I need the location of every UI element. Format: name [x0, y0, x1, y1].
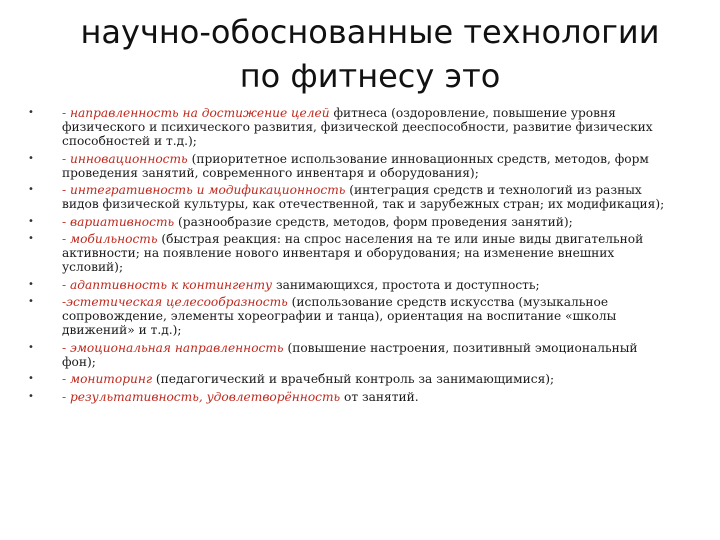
bullet-icon: •	[28, 233, 34, 244]
title-line-1: научно-обоснованные технологии	[80, 13, 660, 51]
item-description: (повышение настроения, позитивный эмоциональный фон);	[62, 340, 638, 369]
bullet-icon: •	[28, 278, 34, 290]
item-description: (быстрая реакция: на спрос населения на те или иные виды двигательной активности; на появление нового инвентаря и оборудования; на изменение внешних условий);	[62, 232, 644, 274]
list-item	[28, 372, 668, 386]
item-description: (разнообразие средств, методов, форм проведения занятий);	[174, 214, 573, 229]
item-term: - результативность, удовлетворённость	[62, 389, 341, 404]
bullet-icon: •	[28, 390, 34, 402]
item-description: (интеграция средств и технологий из разных видов физической культуры, как отечественной, так и зарубежных стран; их модификация);	[62, 183, 665, 211]
list-item	[28, 183, 668, 211]
item-description: занимающихся, простота и доступность;	[272, 277, 540, 292]
item-text	[62, 152, 668, 180]
list-item	[28, 152, 668, 180]
item-term: - мониторинг	[62, 372, 153, 386]
list-item	[28, 341, 668, 369]
bullet-icon: •	[28, 184, 34, 195]
item-term: - адаптивность к контингенту	[62, 277, 273, 292]
slide-title	[40, 10, 700, 98]
bullet-icon: •	[28, 107, 34, 118]
item-text	[62, 341, 668, 369]
item-text	[62, 215, 668, 229]
list-item	[28, 390, 668, 404]
item-description: от занятий.	[340, 389, 419, 404]
bullet-icon: •	[28, 152, 34, 164]
item-text	[62, 372, 668, 386]
list-item	[28, 106, 668, 148]
item-text	[62, 106, 668, 148]
bullet-icon: •	[28, 296, 34, 307]
bullet-icon: •	[28, 215, 34, 227]
item-text	[62, 278, 668, 292]
list-item	[28, 295, 668, 337]
item-description: (использование средств искусства (музыкальное сопровождение, элементы хореографии и танца), ориентация на воспитание «школы движений» и т.д.);	[62, 295, 617, 337]
list-item	[28, 232, 668, 274]
bullet-list	[28, 106, 668, 407]
bullet-icon: •	[28, 341, 34, 353]
item-text	[62, 390, 668, 404]
item-term: - интегративность и модификационность	[62, 183, 346, 197]
list-item	[28, 278, 668, 292]
item-term: - вариативность	[62, 214, 175, 229]
item-term: - эмоциональная направленность	[62, 340, 284, 355]
item-term: - инновационность	[62, 151, 188, 166]
title-line-2: по фитнесу это	[239, 57, 501, 95]
item-description: фитнеса (оздоровление, повышение уровня физического и психического развития, физической дееспособности, развитие физических способностей и т.д.);	[62, 106, 653, 148]
item-text	[62, 232, 668, 274]
list-item	[28, 215, 668, 229]
item-description: (педагогический и врачебный контроль за занимающимися);	[152, 372, 555, 386]
item-term: -эстетическая целесообразность	[62, 295, 288, 309]
item-description: (приоритетное использование инновационных средств, методов, форм проведения занятий, современного инвентаря и оборудования);	[62, 151, 649, 180]
bullet-icon: •	[28, 373, 34, 384]
item-text	[62, 183, 668, 211]
item-term: - мобильность	[62, 232, 158, 246]
item-text	[62, 295, 668, 337]
item-term: - направленность на достижение целей	[62, 106, 330, 120]
